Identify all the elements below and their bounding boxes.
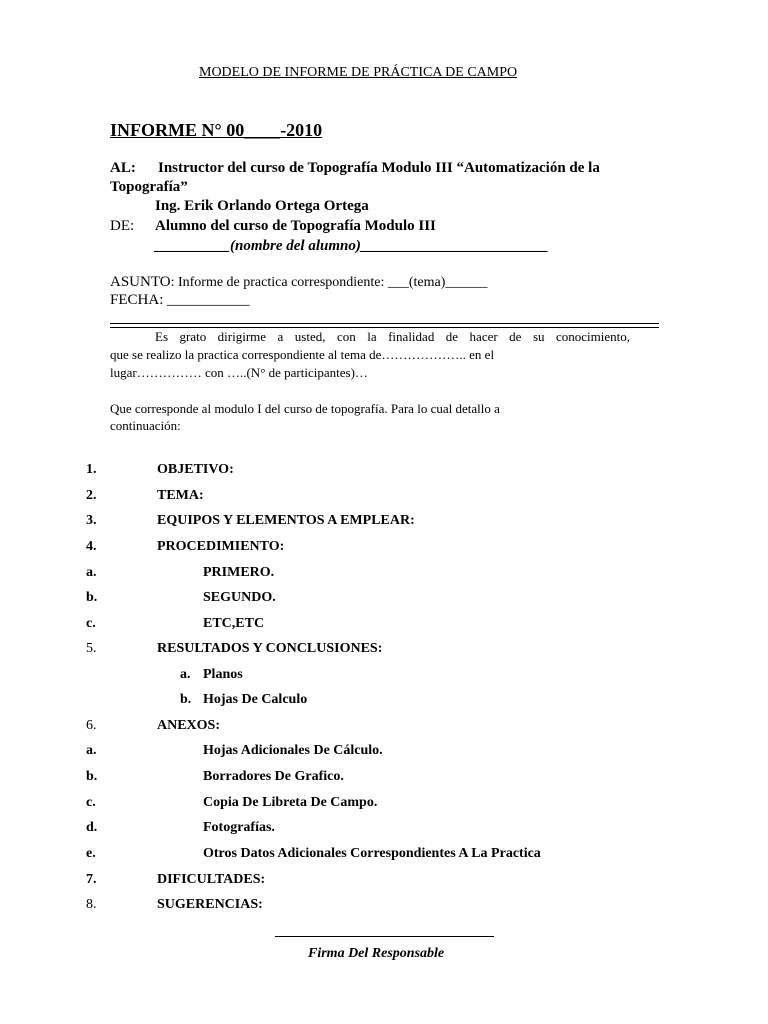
de-label: DE: [110,218,135,234]
item-number: 4. [86,539,97,554]
informe-number: INFORME N° 00____-2010 [110,120,323,140]
sub-item-label: Borradores De Grafico. [203,769,344,784]
fecha-label: FECHA [110,292,160,308]
body-line-5: continuación: [110,418,181,433]
sub-item-label: Copia De Libreta De Campo. [203,795,378,810]
document-title: MODELO DE INFORME DE PRÁCTICA DE CAMPO [199,65,518,80]
sub-item-letter: a. [86,743,97,758]
sub-item-letter: d. [86,820,98,835]
sub-item-letter: e. [86,846,96,861]
al-text-line2: Topografía” [110,179,188,195]
item-label: SUGERENCIAS: [157,897,263,912]
body-line-3: lugar…………… con …..(N° de participantes)… [110,365,368,380]
item-label: DIFICULTADES: [157,872,266,887]
sub-item-label: PRIMERO. [203,565,275,580]
sub-item-label: Fotografías. [203,820,275,835]
sub-item-letter: b. [180,692,192,707]
fecha-text: : ___________ [159,292,250,308]
de-student-name: __________(nombre del alumno)_________________________ [155,238,549,254]
separator-line-bottom [110,327,659,328]
item-number: 8. [86,897,97,912]
sub-item-letter: b. [86,590,98,605]
item-number: 7. [86,872,97,887]
sub-item-label: ETC,ETC [203,616,265,631]
body-line-2: que se realizo la practica correspondiente al tema de……………….. en el [110,347,495,362]
sub-item-label: Hojas Adicionales De Cálculo. [203,743,383,758]
signature-line [275,936,494,937]
item-number: 5. [86,641,97,656]
sub-item-label: Otros Datos Adicionales Correspondientes A La Practica [203,846,541,861]
sub-item-letter: b. [86,769,98,784]
de-text: Alumno del curso de Topografía Modulo III [155,218,436,234]
signature-caption: Firma Del Responsable [308,946,445,961]
al-label: AL: [110,160,136,176]
al-recipient-name: Ing. Erik Orlando Ortega Ortega [155,198,369,214]
body-line-4: Que corresponde al modulo I del curso de topografía. Para lo cual detallo a [110,401,500,416]
item-label: PROCEDIMIENTO: [157,539,285,554]
sub-item-label: Hojas De Calculo [203,692,308,707]
item-label: RESULTADOS Y CONCLUSIONES: [157,641,383,656]
sub-item-label: SEGUNDO. [203,590,276,605]
item-number: 2. [86,488,97,503]
asunto-text: : Informe de practica correspondiente: ___(tema)______ [170,275,488,290]
asunto-label: ASUNTO [110,274,171,290]
sub-item-letter: a. [86,565,97,580]
body-line-1: Es grato dirigirme a usted, con la finalidad de hacer de su conocimiento, [155,329,630,344]
sub-item-letter: a. [180,667,191,682]
item-label: ANEXOS: [157,718,221,733]
item-number: 1. [86,462,97,477]
item-label: TEMA: [157,488,204,503]
item-label: OBJETIVO: [157,462,234,477]
item-number: 3. [86,513,97,528]
sub-item-letter: c. [86,795,96,810]
separator-line-top [110,323,659,324]
item-number: 6. [86,718,97,733]
sub-item-label: Planos [203,667,243,682]
al-text-line1: Instructor del curso de Topografía Modulo III “Automatización de la [158,160,600,176]
sub-item-letter: c. [86,616,96,631]
item-label: EQUIPOS Y ELEMENTOS A EMPLEAR: [157,513,415,528]
